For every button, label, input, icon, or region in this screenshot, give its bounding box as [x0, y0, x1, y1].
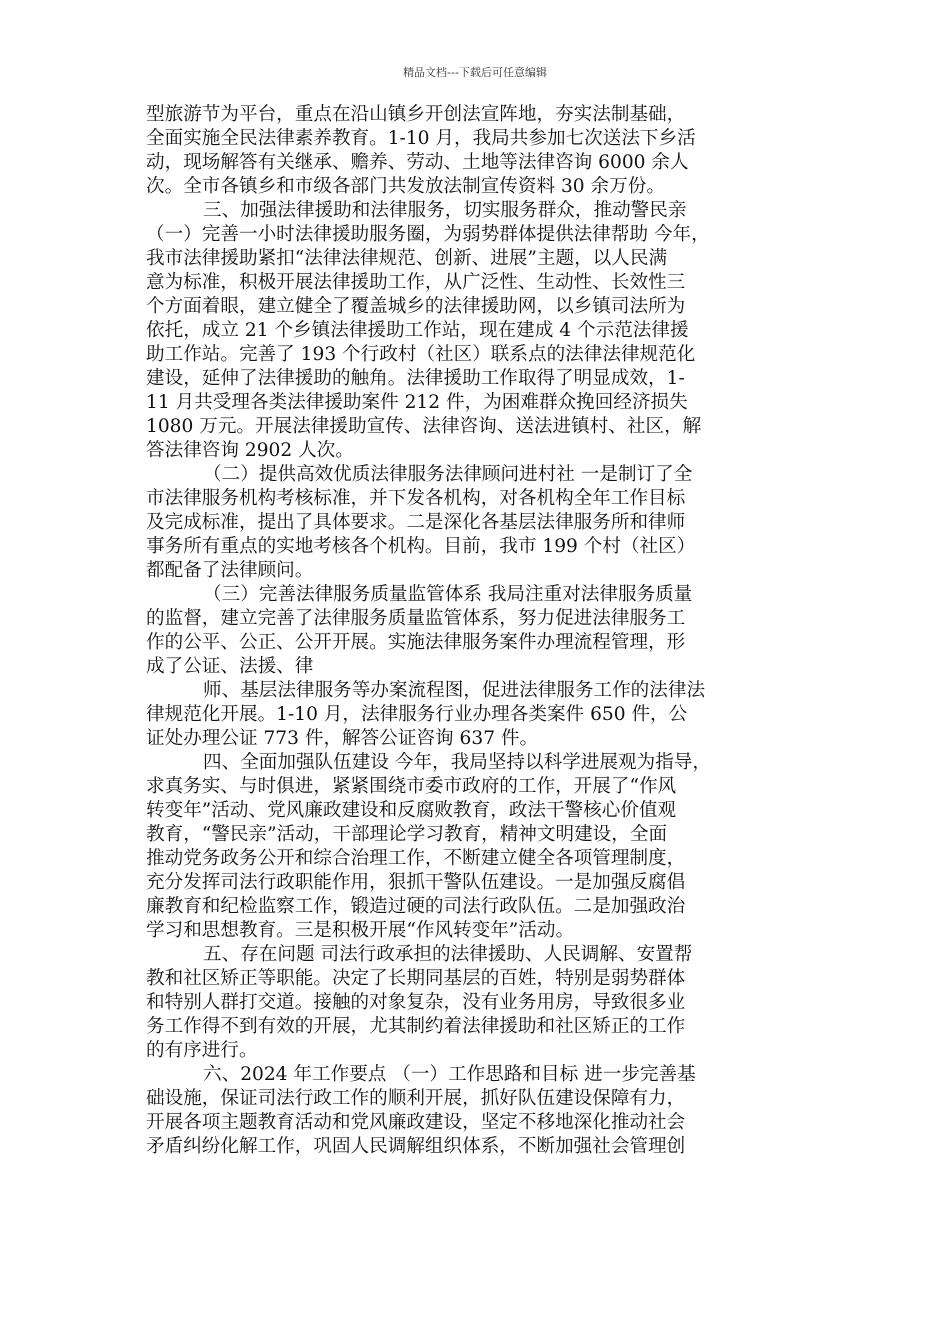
text-line: 建设，延伸了法律援助的触角。法律援助工作取得了明显成效，1-	[146, 368, 685, 389]
text-line: 全面实施全民法律素养教育。1-10 月，我局共参加七次送法下乡活	[146, 128, 696, 149]
text-line: 的有序进行。	[146, 1040, 258, 1061]
text-line: 都配备了法律顾问。	[146, 560, 314, 581]
text-line: 础设施，保证司法行政工作的顺利开展，抓好队伍建设保障有力，	[146, 1088, 686, 1109]
text-line: 成了公证、法援、律	[146, 656, 314, 677]
text-line: 助工作站。完善了 193 个行政村（社区）联系点的法律法律规范化	[146, 344, 696, 365]
text-line: 证处办理公证 773 件，解答公证咨询 637 件。	[146, 728, 539, 749]
text-line: 推动党务政务公开和综合治理工作，不断建立健全各项管理制度，	[146, 848, 686, 869]
text-line: 我市法律援助紧扣“法律法律规范、创新、进展”主题，以人民满	[146, 248, 668, 269]
text-line: 廉教育和纪检监察工作，锻造过硬的司法行政队伍。二是加强政治	[146, 896, 686, 917]
text-line: 学习和思想教育。三是积极开展“作风转变年”活动。	[146, 920, 575, 941]
text-line: 1080 万元。开展法律援助宣传、法律咨询、送法进镇村、社区，解	[146, 416, 702, 437]
text-line: 动，现场解答有关继承、赡养、劳动、土地等法律咨询 6000 余人	[146, 152, 689, 173]
text-line: 矛盾纠纷化解工作，巩固人民调解组织体系，不断加强社会管理创	[146, 1136, 686, 1157]
page-header: 精品文档---下载后可任意编辑	[403, 66, 547, 79]
text-line: 意为标准，积极开展法律援助工作，从广泛性、生动性、长效性三	[146, 272, 686, 293]
text-line: 及完成标准，提出了具体要求。二是深化各基层法律服务所和律师	[146, 512, 686, 533]
text-line: 律规范化开展。1-10 月，法律服务行业办理各类案件 650 件，公	[146, 704, 688, 725]
paragraph-start-line: 四、全面加强队伍建设 今年，我局坚持以科学进展观为指导，	[203, 752, 711, 773]
text-line: 11 月共受理各类法律援助案件 212 件，为困难群众挽回经济损失	[146, 392, 688, 413]
text-line: 教和社区矫正等职能。决定了长期同基层的百姓，特别是弱势群体	[146, 968, 686, 989]
text-line: 转变年”活动、党风廉政建设和反腐败教育，政法干警核心价值观	[146, 800, 677, 821]
paragraph-start-line: 师、基层法律服务等办案流程图，促进法律服务工作的法律法	[203, 680, 706, 701]
text-line: 型旅游节为平台，重点在沿山镇乡开创法宣阵地，夯实法制基础，	[146, 104, 686, 125]
text-line: 务工作得不到有效的开展，尤其制约着法律援助和社区矫正的工作	[146, 1016, 686, 1037]
text-line: 事务所有重点的实地考核各个机构。目前，我市 199 个村（社区）	[146, 536, 696, 557]
text-line: 依托，成立 21 个乡镇法律援助工作站，现在建成 4 个示范法律援	[146, 320, 689, 341]
text-line: 答法律咨询 2902 人次。	[146, 440, 354, 461]
text-line: 求真务实、与时俱进，紧紧围绕市委市政府的工作，开展了“作风	[146, 776, 677, 797]
text-line: 和特别人群打交道。接触的对象复杂，没有业务用房，导致很多业	[146, 992, 686, 1013]
text-line: 市法律服务机构考核标准，并下发各机构，对各机构全年工作目标	[146, 488, 686, 509]
text-line: 教育，“警民亲”活动，干部理论学习教育，精神文明建设，全面	[146, 824, 668, 845]
text-line: （一）完善一小时法律援助服务圈，为弱势群体提供法律帮助 今年，	[146, 224, 710, 245]
text-line: 作的公平、公正、公开开展。实施法律服务案件办理流程管理，形	[146, 632, 686, 653]
text-line: 开展各项主题教育活动和党风廉政建设，坚定不移地深化推动社会	[146, 1112, 686, 1133]
paragraph-start-line: 三、加强法律援助和法律服务，切实服务群众，推动警民亲	[203, 200, 687, 221]
paragraph-start-line: （三）完善法律服务质量监管体系 我局注重对法律服务质量	[203, 584, 693, 605]
paragraph-start-line: （二）提供高效优质法律服务法律顾问进村社 一是制订了全	[203, 464, 693, 485]
paragraph-start-line: 五、存在问题 司法行政承担的法律援助、人民调解、安置帮	[203, 944, 693, 965]
text-line: 次。全市各镇乡和市级各部门共发放法制宣传资料 30 余万份。	[146, 176, 665, 197]
paragraph-start-line: 六、2024 年工作要点 （一）工作思路和目标 进一步完善基	[203, 1064, 696, 1085]
text-line: 充分发挥司法行政职能作用，狠抓干警队伍建设。一是加强反腐倡	[146, 872, 686, 893]
text-line: 个方面着眼，建立健全了覆盖城乡的法律援助网，以乡镇司法所为	[146, 296, 686, 317]
document-body	[146, 103, 810, 1159]
text-line: 的监督，建立完善了法律服务质量监管体系，努力促进法律服务工	[146, 608, 686, 629]
